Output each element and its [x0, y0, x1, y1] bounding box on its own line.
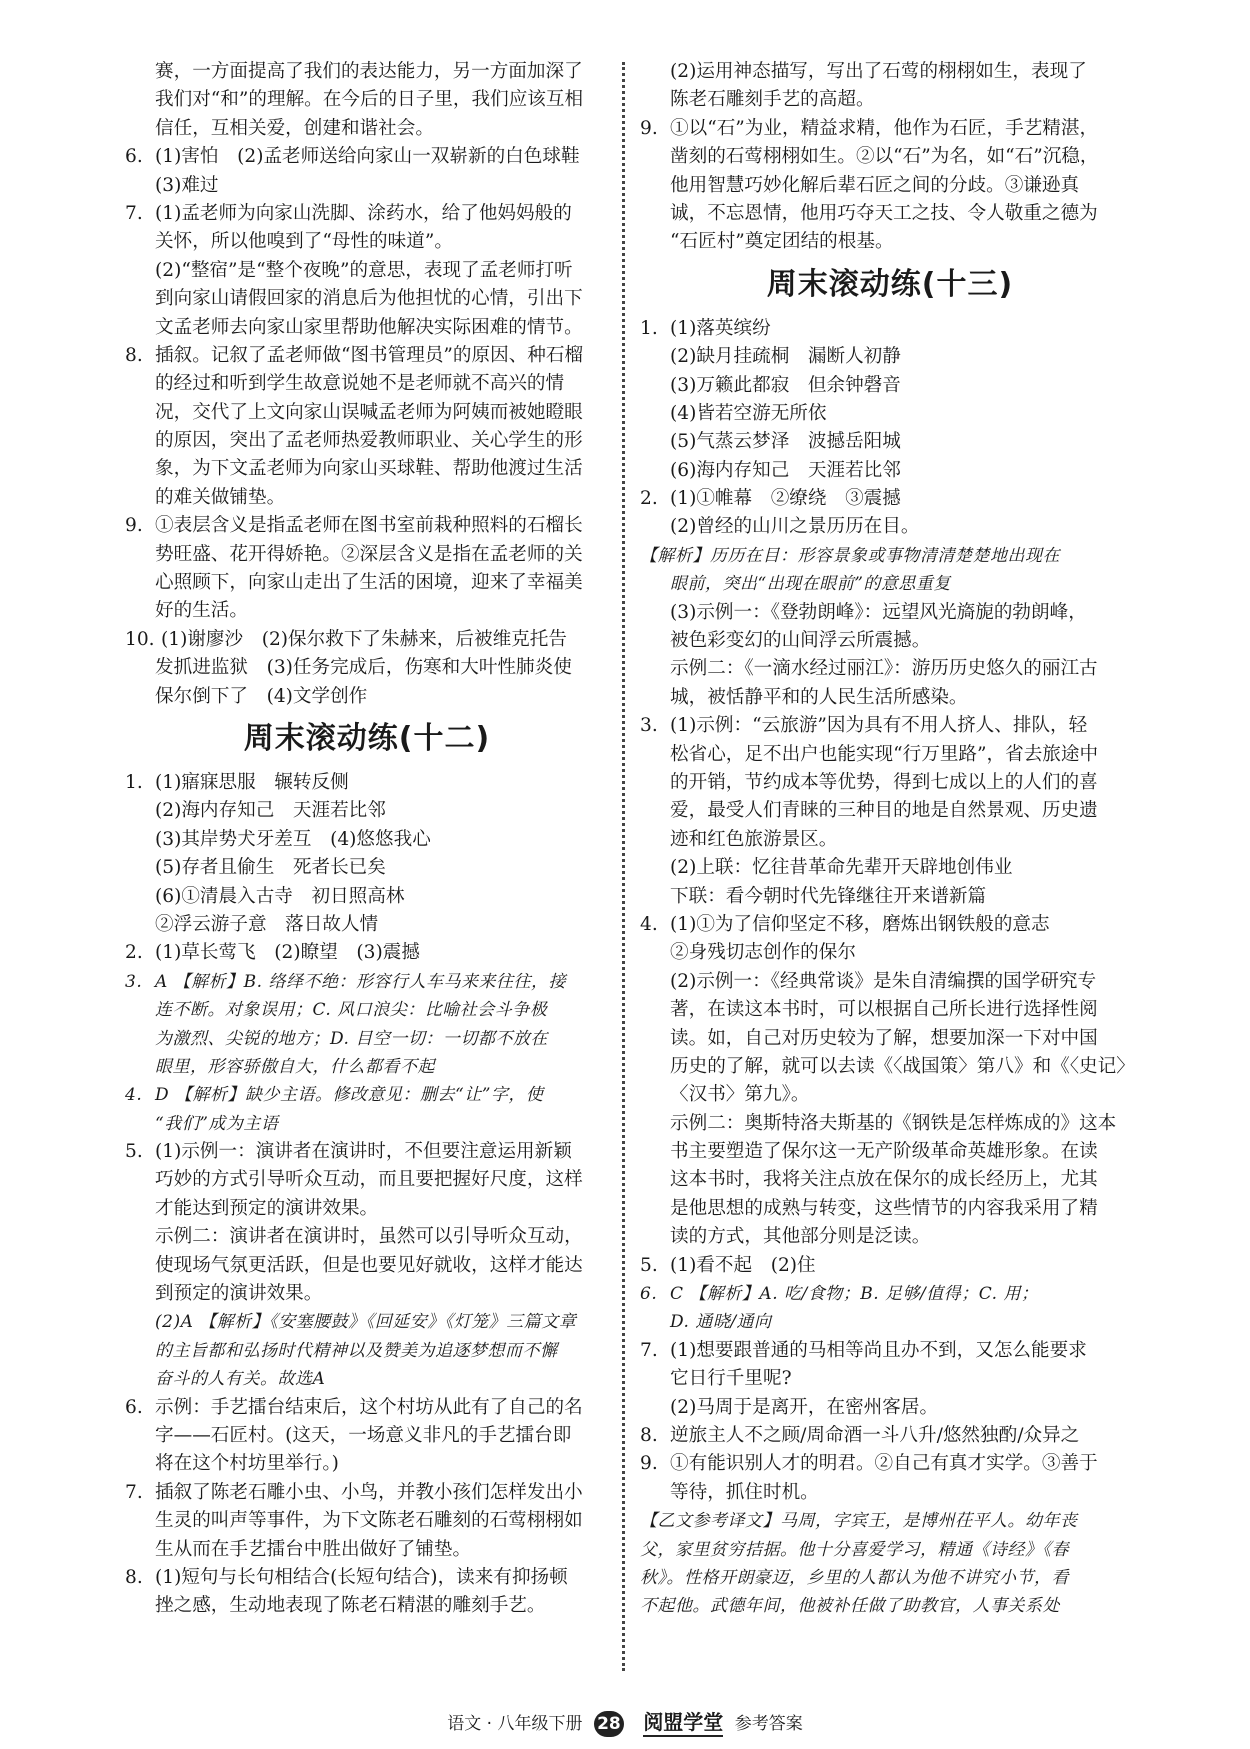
answer-text: (2)运用神态描写，写出了石莺的栩栩如生，表现了: [670, 61, 1087, 82]
answer-text: 发抓进监狱 (3)任务完成后，伤寒和大叶性肺炎使: [155, 657, 572, 679]
answer-text: (3)其岸势犬牙差互 (4)悠悠我心: [155, 828, 431, 850]
answer-text: (5)气蒸云梦泽 波撼岳阳城: [670, 431, 901, 453]
answer-line: [640, 1110, 1140, 1138]
answer-text: 被色彩变幻的山间浮云所震撼。: [670, 630, 931, 652]
answer-text: 松省心，足不出户也能实现“行万里路”，省去旅途中: [670, 743, 1099, 765]
answer-text: (4)皆若空游无所依: [670, 402, 827, 424]
answer-line: [640, 58, 1140, 86]
answer-text: 逆旅主人不之顾/周命酒一斗八升/悠然独酌/众异之: [670, 1424, 1080, 1446]
answer-line: [640, 115, 1140, 143]
answer-text: 象，为下文孟老师为向家山买球鞋、帮助他渡过生活: [155, 458, 583, 480]
answer-text: 下联：看今朝时代先锋继往开来谱新篇: [670, 885, 987, 907]
answer-line: [125, 541, 609, 569]
analysis-line: [125, 996, 609, 1024]
answer-line: [640, 939, 1140, 967]
question-number: 5.: [125, 1141, 143, 1163]
answer-text: (6)海内存知己 天涯若比邻: [670, 459, 901, 481]
answer-line: [125, 427, 609, 455]
answer-line: [640, 172, 1140, 200]
answer-text: 生灵的叫声等事件，为下文陈老石雕刻的石莺栩栩如: [155, 1510, 583, 1532]
answer-text: (2)曾经的山川之景历历在目。: [670, 516, 920, 538]
question-number: 1.: [640, 317, 658, 339]
answer-line: [125, 399, 609, 427]
answer-line: [125, 1394, 609, 1422]
answer-line: [125, 1166, 609, 1194]
answer-text: 示例二：《一滴水经过丽江》：游历历史悠久的丽江古: [670, 658, 1098, 680]
answer-line: [640, 627, 1140, 655]
answer-text: 赛，一方面提高了我们的表达能力，另一方面加深了: [155, 61, 583, 82]
answer-text: D 【解析】缺少主语。修改意见：删去“让”字，使: [155, 1085, 544, 1106]
answer-text: 生从而在手艺擂台中胜出做好了铺垫。: [155, 1538, 472, 1560]
answer-text: (2)上联：忆往昔革命先辈开天辟地创伟业: [670, 857, 1013, 879]
answer-text: ①以“石”为业，精益求精，他作为石匠，手艺精湛，: [670, 117, 1099, 139]
answer-text: 的原因，突出了孟老师热爱教师职业、关心学生的形: [155, 430, 583, 452]
footer-subject: 语文 · 八年级下册: [447, 1714, 583, 1734]
answer-text: 迹和红色旅游景区。: [670, 828, 838, 850]
answer-line: [125, 883, 609, 911]
answer-text: (1)短句与长句相结合(长短句结合)，读来有抑扬顿: [155, 1566, 568, 1588]
answer-line: [125, 626, 609, 654]
answer-line: [640, 1479, 1140, 1507]
answer-line: [125, 1479, 609, 1507]
answer-line: [125, 1536, 609, 1564]
answer-line: [640, 1166, 1140, 1194]
answer-text: 将在这个村坊里举行。): [155, 1453, 339, 1475]
answer-text: 连不断。对象误用；C. 风口浪尖：比喻社会斗争极: [155, 1000, 548, 1021]
question-number: 5.: [640, 1254, 658, 1276]
answer-text: (6)①清晨入古寺 初日照高林: [155, 885, 405, 907]
answer-text: 关怀，所以他嗅到了“母性的味道”。: [155, 231, 453, 253]
answer-line: [640, 826, 1140, 854]
question-number: 8.: [125, 1566, 143, 1588]
answer-line: [640, 655, 1140, 683]
answer-text: 是他思想的成熟与转变，这些情节的内容我采用了精: [670, 1197, 1098, 1219]
answer-line: [640, 1422, 1140, 1450]
answer-line: [640, 457, 1140, 485]
answer-text: (2)缺月挂疏桐 漏断人初静: [670, 346, 901, 368]
right-column: [640, 58, 1140, 1679]
question-number: 9.: [125, 515, 143, 537]
analysis-line: [640, 570, 1140, 598]
answer-line: [640, 513, 1140, 541]
question-number: 7.: [125, 202, 143, 224]
answer-line: [125, 86, 609, 114]
answer-text: 他用智慧巧妙化解后辈石匠之间的分歧。③谦逊真: [670, 174, 1080, 196]
answer-line: [125, 455, 609, 483]
answer-line: [640, 797, 1140, 825]
answer-text: (2)A 【解析】《安塞腰鼓》《回延安》《灯笼》三篇文章: [155, 1312, 577, 1333]
answer-line: [125, 1252, 609, 1280]
answer-line: [125, 1564, 609, 1592]
answer-text: 况，交代了上文向家山误喊孟老师为阿姨而被她瞪眼: [155, 401, 583, 423]
answer-text: (2)示例一：《经典常谈》是朱自清编撰的国学研究专: [670, 970, 1097, 992]
answer-line: [125, 1592, 609, 1620]
answer-text: (2)马周于是离开，在密州客居。: [670, 1396, 939, 1418]
answer-text: (1)谢廖沙 (2)保尔救下了朱赫来，后被维克托告: [161, 628, 567, 650]
answer-line: [125, 769, 609, 797]
answer-text: 使现场气氛更活跃，但是也要见好就收，这样才能达: [155, 1254, 583, 1276]
answer-line: [125, 342, 609, 370]
answer-text: “我们”成为主语: [155, 1113, 279, 1134]
analysis-line: [640, 1564, 1140, 1592]
question-number: 4.: [125, 1085, 143, 1106]
answer-text: (1)①帷幕 ②缭绕 ③震撼: [670, 488, 901, 510]
section-title: 周末滚动练(十三): [766, 266, 1014, 302]
analysis-line: [125, 1110, 609, 1138]
answer-text: 好的生活。: [155, 600, 248, 622]
answer-text: (3)难过: [155, 174, 219, 196]
analysis-line: [640, 1280, 1140, 1308]
answer-text: 奋斗的人有关。故选A: [155, 1369, 326, 1390]
answer-line: [640, 1053, 1140, 1081]
answer-line: [640, 315, 1140, 343]
answer-line: [125, 826, 609, 854]
answer-line: [125, 200, 609, 228]
answer-text: 读。如，自己对历史较为了解，想要加深一下对中国: [670, 1027, 1098, 1049]
answer-line: [125, 172, 609, 200]
answer-line: [640, 996, 1140, 1024]
answer-line: [640, 1025, 1140, 1053]
answer-line: [640, 769, 1140, 797]
answer-line: [640, 143, 1140, 171]
answer-line: [640, 428, 1140, 456]
analysis-line: [125, 1053, 609, 1081]
answer-line: [125, 512, 609, 540]
answer-text: 挫之感，生动地表现了陈老石精湛的雕刻手艺。: [155, 1595, 546, 1617]
brand-logo: 阅盟学堂: [643, 1706, 723, 1737]
question-number: 8.: [640, 1424, 658, 1446]
answer-text: 为激烈、尖锐的地方；D. 目空一切：一切都不放在: [155, 1028, 548, 1049]
answer-line: [125, 597, 609, 625]
answer-text: 我们对“和”的理解。在今后的日子里，我们应该互相: [155, 89, 584, 111]
answer-line: [125, 1223, 609, 1251]
answer-text: 凿刻的石莺栩栩如生。②以“石”为名，如“石”沉稳，: [670, 146, 1099, 168]
question-number: 9.: [640, 117, 658, 139]
answer-line: [125, 1280, 609, 1308]
answer-line: [640, 1195, 1140, 1223]
answer-text: 城，被恬静平和的人民生活所感染。: [670, 686, 968, 708]
answer-text: 插叙了陈老石雕小虫、小鸟，并教小孩们怎样发出小: [155, 1481, 583, 1503]
question-number: 7.: [125, 1481, 143, 1503]
answer-line: [125, 939, 609, 967]
question-number: 2.: [125, 942, 143, 964]
answer-line: [640, 883, 1140, 911]
answer-line: [125, 854, 609, 882]
answer-line: [640, 599, 1140, 627]
question-number: 6.: [640, 1284, 658, 1305]
answer-line: [640, 1450, 1140, 1478]
question-number: 6.: [125, 1396, 143, 1418]
answer-line: [125, 58, 609, 86]
analysis-line: [640, 1507, 1140, 1535]
answer-text: (1)孟老师为向家山洗脚、涂药水，给了他妈妈般的: [155, 202, 572, 224]
answer-line: [125, 314, 609, 342]
answer-line: [640, 684, 1140, 712]
question-number: 8.: [125, 344, 143, 366]
analysis-line: [125, 1308, 609, 1336]
answer-text: ②浮云游子意 落日故人情: [155, 913, 379, 935]
answer-text: (2)海内存知己 天涯若比邻: [155, 800, 386, 822]
answer-text: 保尔倒下了 (4)文学创作: [155, 685, 368, 707]
answer-line: [125, 683, 609, 711]
answer-line: [125, 228, 609, 256]
answer-text: 插叙。记叙了孟老师做“图书管理员”的原因、种石榴: [155, 344, 584, 366]
answer-line: [640, 741, 1140, 769]
page-number: 28: [594, 1711, 624, 1737]
analysis-line: [125, 968, 609, 996]
analysis-line: [640, 1536, 1140, 1564]
analysis-line: [125, 1365, 609, 1393]
answer-text: 秋》。性格开朗豪迈，乡里的人都认为他不讲究小节，看: [640, 1567, 1069, 1588]
answer-line: [640, 968, 1140, 996]
question-number: 3.: [640, 715, 658, 737]
answer-text: (1)示例：“云旅游”因为具有不用人挤人、排队，轻: [670, 715, 1088, 737]
answer-line: [125, 1422, 609, 1450]
footer-suffix: 参考答案: [734, 1714, 803, 1734]
left-column: [125, 58, 609, 1679]
answer-line: [640, 372, 1140, 400]
question-number: 9.: [640, 1453, 658, 1475]
answer-text: 诚，不忘恩情，他用巧夺天工之技、令人敬重之德为: [670, 202, 1098, 224]
answer-text: 眼里，形容骄傲自大，什么都看不起: [155, 1056, 435, 1077]
answer-text: 的主旨都和弘扬时代精神以及赞美为追逐梦想而不懈: [155, 1340, 558, 1361]
answer-line: [125, 285, 609, 313]
answer-line: [125, 1195, 609, 1223]
answer-text: ①有能识别人才的明君。②自己有真才实学。③善于: [670, 1453, 1098, 1475]
answer-text: (1)草长莺飞 (2)瞭望 (3)震撼: [155, 942, 420, 964]
answer-text: ②身残切志创作的保尔: [670, 942, 856, 964]
answer-line: [125, 1507, 609, 1535]
answer-text: 著，在读这本书时，可以根据自己所长进行选择性阅: [670, 999, 1098, 1021]
answer-text: 文孟老师去向家山家里帮助他解决实际困难的情节。: [155, 316, 583, 338]
answer-text: 势旺盛、花开得娇艳。②深层含义是指在孟老师的关: [155, 543, 583, 565]
question-number: 6.: [125, 146, 143, 168]
answer-text: (5)存者且偷生 死者长已矣: [155, 857, 386, 879]
answer-text: (1)落英缤纷: [670, 317, 771, 339]
answer-text: 这本书时，我将关注点放在保尔的成长经历上，尤其: [670, 1169, 1098, 1191]
answer-text: 【乙文参考译文】马周，字宾王，是博州茌平人。幼年丧: [640, 1511, 1078, 1532]
answer-text: 示例：手艺擂台结束后，这个村坊从此有了自己的名: [155, 1396, 583, 1418]
answer-text: 心照顾下，向家山走出了生活的困境，迎来了幸福美: [155, 572, 583, 594]
answer-text: 等待，抓住时机。: [670, 1481, 819, 1503]
answer-text: 巧妙的方式引导听众互动，而且要把握好尺度，这样: [155, 1169, 583, 1191]
answer-text: 历史的了解，就可以去读《〈战国策〉第八》和《〈史记〉: [670, 1055, 1135, 1077]
analysis-line: [640, 542, 1140, 570]
answer-text: (3)示例一：《登勃朗峰》：远望风光旖旎的勃朗峰，: [670, 601, 1087, 623]
answer-text: (1)想要跟普通的马相等尚且办不到，又怎么能要求: [670, 1339, 1087, 1361]
answer-text: 示例二：奥斯特洛夫斯基的《钢铁是怎样炼成的》这本: [670, 1112, 1117, 1134]
answer-text: (1)寤寐思服 辗转反侧: [155, 771, 349, 793]
page-footer: [0, 1706, 1250, 1737]
answer-line: [640, 1223, 1140, 1251]
answer-text: 〈汉书〉第九》。: [670, 1084, 810, 1106]
answer-text: 字——石匠村。(这天，一场意义非凡的手艺擂台即: [155, 1424, 572, 1446]
answer-line: [125, 569, 609, 597]
answer-text: ①表层含义是指孟老师在图书室前栽种照料的石榴长: [155, 515, 583, 537]
answer-line: [640, 1081, 1140, 1109]
answer-text: 【解析】历历在目：形容景象或事物清清楚楚地出现在: [640, 545, 1060, 566]
answer-line: [640, 854, 1140, 882]
analysis-line: [125, 1337, 609, 1365]
section-title: 周末滚动练(十二): [243, 720, 491, 756]
analysis-line: [125, 1081, 609, 1109]
answer-line: [125, 115, 609, 143]
answer-text: (1)看不起 (2)住: [670, 1254, 816, 1276]
answer-text: 眼前，突出“出现在眼前”的意思重复: [670, 574, 951, 595]
question-number: 7.: [640, 1339, 658, 1361]
analysis-line: [640, 1308, 1140, 1336]
answer-text: 读的方式，其他部分则是泛读。: [670, 1226, 931, 1248]
answer-text: 不起他。武德年间，他被补任做了助教官，人事关系处: [640, 1596, 1060, 1617]
answer-line: [640, 86, 1140, 114]
answer-text: 的开销，节约成本等优势，得到七成以上的人们的喜: [670, 771, 1098, 793]
answer-line: [640, 200, 1140, 228]
answer-line: [640, 1138, 1140, 1166]
answer-line: [640, 343, 1140, 371]
answer-line: [125, 654, 609, 682]
answer-line: [640, 712, 1140, 740]
answer-text: 的经过和听到学生故意说她不是老师就不高兴的情: [155, 373, 565, 395]
answer-text: (1)示例一：演讲者在演讲时，不但要注意运用新颖: [155, 1141, 572, 1163]
answer-text: A 【解析】B. 络绎不绝：形容行人车马来来往往，接: [155, 971, 566, 992]
answer-line: [640, 1365, 1140, 1393]
answer-line: [125, 484, 609, 512]
answer-line: [640, 911, 1140, 939]
question-number: 10.: [125, 628, 155, 650]
answer-text: (1)害怕 (2)孟老师送给向家山一双崭新的白色球鞋: [155, 146, 580, 168]
answer-line: [125, 1138, 609, 1166]
answer-text: D. 通晓/通向: [670, 1312, 772, 1333]
answer-text: C 【解析】A. 吃/食物；B. 足够/值得；C. 用；: [670, 1284, 1039, 1305]
answer-line: [125, 370, 609, 398]
answer-text: 才能达到预定的演讲效果。: [155, 1197, 379, 1219]
answer-text: 示例二：演讲者在演讲时，虽然可以引导听众互动，: [155, 1226, 583, 1248]
answer-line: [125, 911, 609, 939]
answer-line: [640, 1337, 1140, 1365]
answer-text: 书主要塑造了保尔这一无产阶级革命英雄形象。在读: [670, 1141, 1098, 1163]
answer-text: 的难关做铺垫。: [155, 486, 286, 508]
answer-text: 到向家山请假回家的消息后为他担忧的心情，引出下: [155, 288, 583, 310]
question-number: 2.: [640, 488, 658, 510]
answer-line: [640, 400, 1140, 428]
analysis-line: [640, 1592, 1140, 1620]
answer-line: [640, 228, 1140, 256]
answer-text: 它日行千里呢?: [670, 1368, 792, 1390]
answer-line: [125, 143, 609, 171]
column-divider: [622, 62, 625, 1671]
answer-line: [125, 797, 609, 825]
answer-text: “石匠村”奠定团结的根基。: [670, 231, 894, 253]
answer-line: [125, 257, 609, 285]
answer-line: [640, 1394, 1140, 1422]
answer-line: [640, 1252, 1140, 1280]
answer-text: (3)万籁此都寂 但余钟磬音: [670, 374, 901, 396]
question-number: 1.: [125, 771, 143, 793]
question-number: 4.: [640, 913, 658, 935]
answer-text: (2)“整宿”是“整个夜晚”的意思，表现了孟老师打听: [155, 259, 573, 281]
analysis-line: [125, 1025, 609, 1053]
answer-text: 信任，互相关爱，创建和谐社会。: [155, 117, 434, 139]
answer-text: (1)①为了信仰坚定不移，磨炼出钢铁般的意志: [670, 913, 1050, 935]
answer-text: 到预定的演讲效果。: [155, 1283, 323, 1305]
answer-text: 陈老石雕刻手艺的高超。: [670, 89, 875, 111]
answer-text: 父，家里贫穷拮据。他十分喜爱学习，精通《诗经》《春: [640, 1539, 1069, 1560]
answer-text: 爱，最受人们青睐的三种目的地是自然景观、历史遗: [670, 800, 1098, 822]
answer-line: [640, 485, 1140, 513]
answer-line: [125, 1450, 609, 1478]
question-number: 3.: [125, 971, 143, 992]
